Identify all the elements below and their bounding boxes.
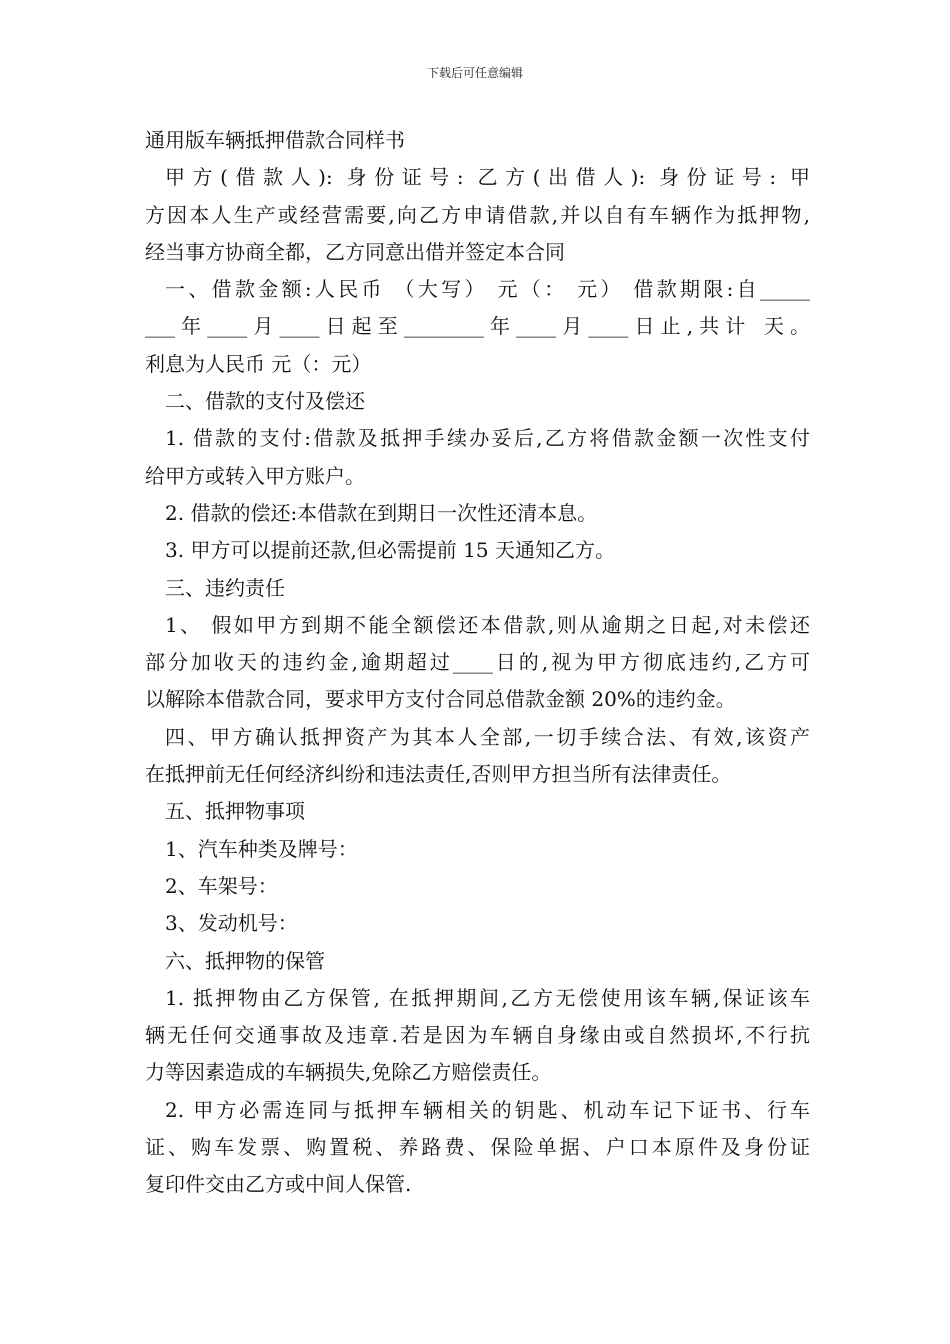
text-line: 1、汽车种类及牌号： [165, 836, 358, 861]
text-line: 四、甲方确认抵押资产为其本人全部,一切手续合法、有效,该资产 [165, 724, 810, 749]
text-line: 三、违约责任 [165, 575, 285, 600]
text-line: 方因本人生产或经营需要,向乙方申请借款,并以自有车辆作为抵押物, [145, 202, 810, 227]
text-line: 一、借款金额:人民币 （大写） 元（： 元） 借款期限:自_____ [165, 277, 810, 302]
text-line: 2、车架号： [165, 873, 278, 898]
text-line: 二、借款的支付及偿还 [165, 389, 365, 414]
text-line: 3、发动机号： [165, 911, 298, 936]
text-line: 2. 借款的偿还:本借款在到期日一次性还清本息。 [165, 500, 598, 525]
text-line: 辆无任何交通事故及违章.若是因为车辆自身缘由或自然损坏,不行抗 [145, 1023, 810, 1048]
text-line: 甲方(借款人): 身份证号: 乙方(出借人): 身份证号: 甲 [165, 165, 810, 190]
text-line: 经当事方协商全都，乙方同意出借并签定本合同 [145, 239, 565, 264]
text-line: 1. 借款的支付:借款及抵押手续办妥后,乙方将借款金额一次性支付 [165, 426, 810, 451]
text-line: 1. 抵押物由乙方保管, 在抵押期间,乙方无偿使用该车辆,保证该车 [165, 985, 810, 1010]
text-line: 复印件交由乙方或中间人保管. [145, 1172, 412, 1197]
text-line: 在抵押前无任何经济纠纷和违法责任,否则甲方担当所有法律责任。 [145, 762, 732, 787]
page-header: 下载后可任意编辑 [426, 66, 523, 80]
text-line: 利息为人民币 元（：元） [145, 351, 372, 376]
text-line: 证、购车发票、购置税、养路费、保险单据、户口本原件及身份证 [145, 1135, 810, 1160]
text-line: 以解除本借款合同，要求甲方支付合同总借款金额 20%的违约金。 [145, 687, 736, 712]
text-line: 力等因素造成的车辆损失,免除乙方赔偿责任。 [145, 1060, 552, 1085]
text-line: 部分加收天的违约金,逾期超过____日的,视为甲方彻底违约,乙方可 [145, 650, 810, 675]
text-line: 3. 甲方可以提前还款,但必需提前 15 天通知乙方。 [165, 538, 615, 563]
text-line: 给甲方或转入甲方账户。 [145, 463, 365, 488]
document-title: 通用版车辆抵押借款合同样书 [145, 128, 405, 152]
text-line: 六、抵押物的保管 [165, 948, 325, 973]
document-body [145, 122, 810, 1204]
text-line: ___年____月____日起至________年____月____日止,共计 天。 [145, 314, 810, 339]
text-line: 五、抵押物事项 [165, 799, 305, 824]
text-line: 1、 假如甲方到期不能全额偿还本借款,则从逾期之日起,对未偿还 [165, 612, 810, 637]
text-line: 2. 甲方必需连同与抵押车辆相关的钥匙、机动车记下证书、行车 [165, 1097, 810, 1122]
